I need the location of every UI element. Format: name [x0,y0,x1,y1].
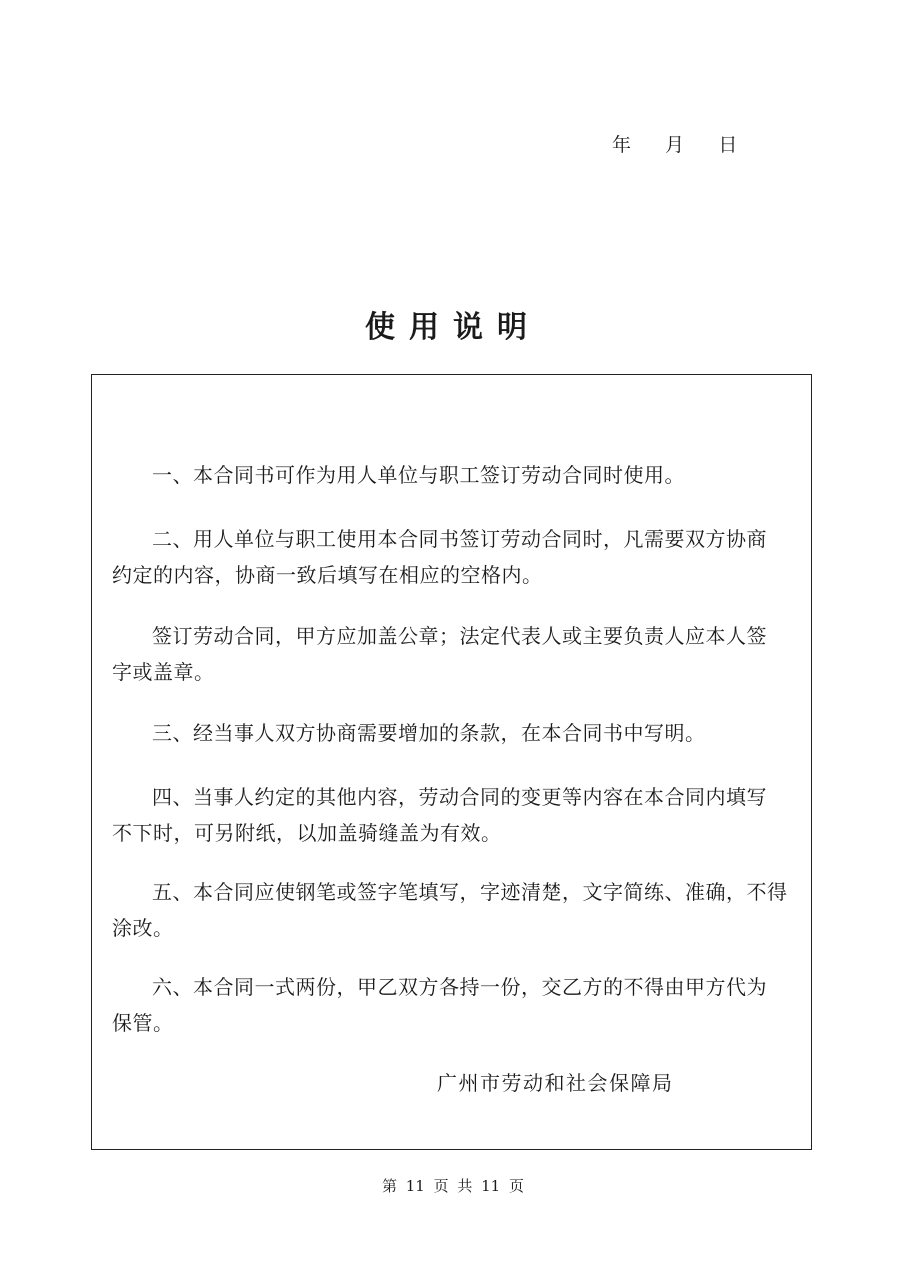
paragraph-line: 一、本合同书可作为用人单位与职工签订劳动合同时使用。 [152,463,685,487]
paragraph-line: 字或盖章。 [112,660,215,684]
instruction-paragraph-4 [152,715,752,751]
instruction-paragraph-7 [112,969,767,1041]
date-placeholder: 年 月 日 [612,134,740,156]
paragraph-line: 保管。 [112,1011,174,1035]
paragraph-line: 涂改。 [112,916,174,940]
instruction-paragraph-5 [112,779,767,851]
paragraph-line: 四、当事人约定的其他内容，劳动合同的变更等内容在本合同内填写 [152,785,767,809]
paragraph-line: 不下时，可另附纸，以加盖骑缝盖为有效。 [112,821,502,845]
page-title: 使用说明 [365,310,541,345]
issuing-authority: 广州市劳动和社会保障局 [437,1071,674,1095]
instruction-paragraph-1 [152,457,752,493]
instruction-paragraph-2 [112,521,767,593]
paragraph-line: 六、本合同一式两份，甲乙双方各持一份，交乙方的不得由甲方代为 [152,975,767,999]
paragraph-line: 三、经当事人双方协商需要增加的条款，在本合同书中写明。 [152,721,706,745]
page-indicator: 第 11 页 共 11 页 [381,1177,524,1195]
paragraph-line: 五、本合同应使钢笔或签字笔填写，字迹清楚，文字简练、准确，不得 [152,880,788,904]
instruction-paragraph-6 [112,874,788,946]
paragraph-line: 签订劳动合同，甲方应加盖公章；法定代表人或主要负责人应本人签 [152,624,767,648]
instruction-paragraph-3 [112,618,767,690]
paragraph-line: 二、用人单位与职工使用本合同书签订劳动合同时，凡需要双方协商 [152,527,767,551]
instructions-box [91,374,812,1150]
paragraph-line: 约定的内容，协商一致后填写在相应的空格内。 [112,563,543,587]
